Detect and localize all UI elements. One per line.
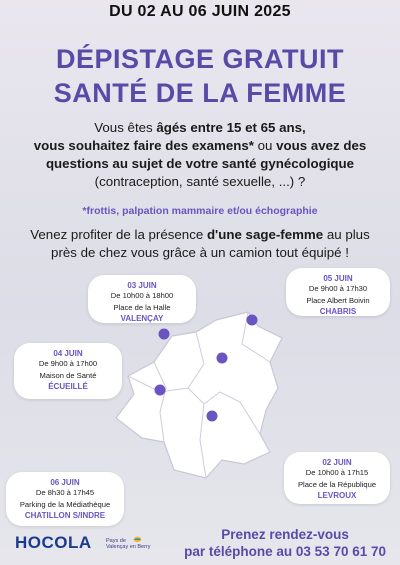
stop-hours: De 10h00 à 17h15 (305, 468, 369, 477)
hocola-logo: HOCOLA (15, 533, 92, 552)
map-dot-levroux (217, 353, 228, 364)
title-line-2: SANTÉ DE LA FEMME (53, 78, 347, 108)
appointment-cta (184, 526, 386, 560)
pays-line2: Valençay en Berry (106, 544, 151, 550)
stop-card-ecueille (14, 343, 122, 399)
stop-hours: De 8h30 à 17h45 (35, 488, 95, 497)
intro-exams: vous souhaitez faire des examens* (33, 138, 254, 153)
stop-card-valencay (88, 275, 196, 323)
map-dot-valencay (159, 329, 170, 340)
intro-examples: (contraception, santé sexuelle, ...) ? (94, 174, 306, 189)
stop-card-chatillon (6, 472, 124, 526)
map-dot-ecueille (155, 385, 166, 396)
map-outline (116, 312, 282, 478)
map-dot-chabris (247, 315, 258, 326)
map-dot-chatillon (207, 411, 218, 422)
stop-hours: De 10h00 à 18h00 (110, 291, 174, 300)
stop-place: Place Albert Boivin (306, 296, 370, 305)
stop-date: 06 JUIN (50, 478, 80, 487)
stop-place: Place de la Halle (113, 303, 171, 312)
stop-date: 03 JUIN (127, 281, 157, 290)
cta-phone[interactable]: par téléphone au 03 53 70 61 70 (184, 544, 386, 559)
midwife-paragraph (20, 226, 380, 262)
intro-text: Vous êtes (94, 120, 157, 135)
midwife-text-a: Venez profiter de la présence (30, 227, 207, 242)
stop-city: CHABRIS (319, 307, 357, 316)
stop-date: 04 JUIN (53, 349, 83, 358)
pays-line1: Pays de (106, 538, 126, 544)
stop-hours: De 9h00 à 17h00 (38, 359, 98, 368)
stop-place: Maison de Santé (39, 371, 97, 380)
pays-valencay-text (106, 538, 182, 550)
intro-age: âgés entre 15 et 65 ans, (156, 120, 306, 135)
stop-city: VALENÇAY (120, 314, 164, 323)
stop-card-levroux (284, 452, 390, 504)
title-line-1: DÉPISTAGE GRATUIT (55, 44, 344, 74)
stop-city: ÉCUEILLÉ (48, 382, 88, 391)
cta-line-1: Prenez rendez-vous (221, 527, 349, 542)
stop-place: Place de la République (297, 480, 377, 489)
stop-city: LEVROUX (317, 491, 357, 500)
stop-place: Parking de la Médiathèque (19, 500, 111, 509)
intro-or: ou (253, 138, 277, 153)
intro-paragraph (20, 119, 380, 191)
exam-footnote: *frottis, palpation mammaire et/ou échographie (82, 205, 318, 217)
stop-hours: De 9h00 à 17h30 (308, 284, 368, 293)
intro-questions-start: vous avez des (276, 138, 367, 153)
stop-city: CHATILLON S/INDRE (24, 511, 106, 520)
stop-date: 05 JUIN (323, 274, 353, 283)
midwife-text-c: au plus près de chez vous grâce à un camion tout équipé ! (51, 227, 370, 260)
stop-date: 02 JUIN (322, 458, 352, 467)
intro-questions: questions au sujet de votre santé gynécologique (45, 156, 355, 171)
midwife-text-b: d'une sage-femme (206, 227, 324, 242)
stop-card-chabris (286, 268, 390, 316)
event-dates: DU 02 AU 06 JUIN 2025 (109, 3, 291, 20)
